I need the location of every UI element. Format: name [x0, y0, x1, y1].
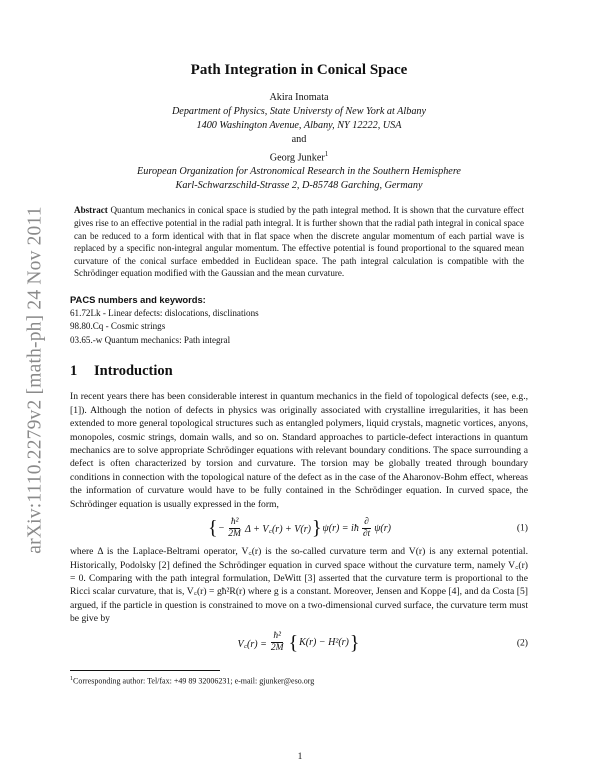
eq1-time-derivative: $\frac{\partial}{\partial t}$	[362, 516, 371, 539]
section-number: 1	[70, 363, 78, 380]
footnote-text: Corresponding author: Tel/fax: +49 89 32006231; e-mail: gjunker@eso.org	[73, 676, 315, 686]
paper-title: Path Integration in Conical Space	[190, 62, 408, 78]
author2-footnote-marker: 1	[324, 150, 329, 158]
author1-affiliation-line2: 1400 Washington Avenue, Albany, NY 12222, USA	[196, 120, 402, 131]
author2-name: Georg Junker	[269, 152, 325, 164]
eq1-rhs: ψ(r) = iħ	[322, 522, 359, 534]
page-number: 1	[297, 752, 303, 762]
abstract-text: Quantum mechanics in conical space is studied by the path integral method. It is shown that the curvature effect gives rise to an effective potential in the radial path integral. It is further shown that the radial path integral in conical space can be reduced to a form identical with that in flat space when the discrete angular momentum of each partial wave is replaced by a specific non-integral angular momentum. The effective potential is found proportional to the squared mean curvature of the conical surface embedded in Euclidean space. The path integral calculation is compatible with the Schrödinger equation modified with the Gaussian and the mean curvature.	[74, 205, 524, 279]
intro-paragraph-2: where Δ is the Laplace-Beltrami operator, V꜀(r) is the so-called curvature term and V(r) is any external potential. Historically, Podolsky [2] defined the Schrödinger equation in curved space without the curvature term, namely V꜀(r) = 0. Comparing with the path integral formulation, DeWitt [3] asserted that the curvature term is proportional to the Ricci scalar curvature, that is, V꜀(r) = għ²R(r) where g is a constant. Moreover, Jensen and Koppe [4], and da Costa [5] argued, if the particle in question is constrained to move on a two-dimensional curved surface, the curvature term must be give by	[70, 546, 528, 625]
pacs-item: 98.80.Cq - Cosmic strings	[70, 321, 166, 332]
author2-name-line	[70, 147, 528, 165]
footnote-marker: 1	[70, 675, 73, 682]
eq2-fraction: $\frac{\text{ħ²}}{2M}$	[270, 631, 284, 654]
footnote-divider	[70, 670, 220, 671]
eq1-operator-terms: Δ + V꜀(r) + V(r)	[244, 524, 311, 536]
author2-affiliation-line1: European Organization for Astronomical Research in the Southern Hemisphere	[137, 166, 461, 178]
pacs-item: 61.72Lk - Linear defects: dislocations, disclinations	[70, 307, 259, 318]
eq1-number: (1)	[516, 522, 528, 534]
pacs-block	[70, 294, 528, 348]
abstract	[70, 204, 528, 280]
author2-affiliation-line2: Karl-Schwarzschild-Strasse 2, D-85748 Garching, Germany	[175, 180, 423, 192]
author-block	[70, 91, 528, 193]
paper-page	[70, 62, 528, 686]
and-word: and	[291, 134, 307, 145]
section-heading	[70, 363, 528, 380]
author1-name: Akira Inomata	[269, 92, 329, 103]
pacs-item: 03.65.-w Quantum mechanics: Path integral	[70, 334, 231, 345]
arxiv-stamp	[14, 190, 58, 570]
equation-2: V꜀(r) = $\frac{\text{ħ²}}{2M}$ { K(r) − H²(r) } (2)	[237, 631, 528, 654]
arxiv-stamp-text: arXiv:1110.2279v2 [math-ph] 24 Nov 2011	[25, 206, 46, 554]
eq2-lhs: V꜀(r) =	[237, 638, 267, 650]
eq1-fraction: $\frac{\text{ħ²}}{2M}$	[228, 516, 241, 539]
eq1-rhs-end: ψ(r)	[374, 522, 391, 534]
section-title: Introduction	[94, 363, 173, 380]
pacs-heading: PACS numbers and keywords:	[70, 293, 206, 305]
author1-affiliation-line1: Department of Physics, State Universty of New York at Albany	[171, 106, 427, 117]
eq2-body: K(r) − H²(r)	[299, 637, 349, 649]
equation-1: { − $\frac{\text{ħ²}}{2M}$ Δ + V꜀(r) + V(r) } ψ(r) = iħ $\frac{\partial}{\partial t}$ ψ(r) (1)	[208, 516, 528, 540]
eq2-number: (2)	[516, 637, 528, 649]
intro-paragraph-1: In recent years there has been considerable interest in quantum mechanics in the field of topological defects (see, e.g., [1]). Although the notion of defects in physics was originally associated with crystalline irregularities, it has been extended to more general topological structures such as entangled polymers, liquid crystals, magnetic vortices, anyons, monopoles, cosmic strings, domain walls, and so on. Standard approaches to particle-defect interactions in quantum mechanics are to solve appropriate Schrödinger equations with relevant boundary conditions. The space surrounding a defect is often characterized by torsion and curvature. The torsion may be globally treated through boundary conditions in connection with the topological nature of the defect as in the case of the Aharonov-Bohm effect, whereas the information of curvature would have to be fully contained in the Schrödinger equation. In curved space, the Schrödinger equation is usually expressed in the form,	[70, 391, 528, 510]
abstract-label: Abstract	[74, 205, 108, 216]
footnote	[70, 674, 528, 687]
